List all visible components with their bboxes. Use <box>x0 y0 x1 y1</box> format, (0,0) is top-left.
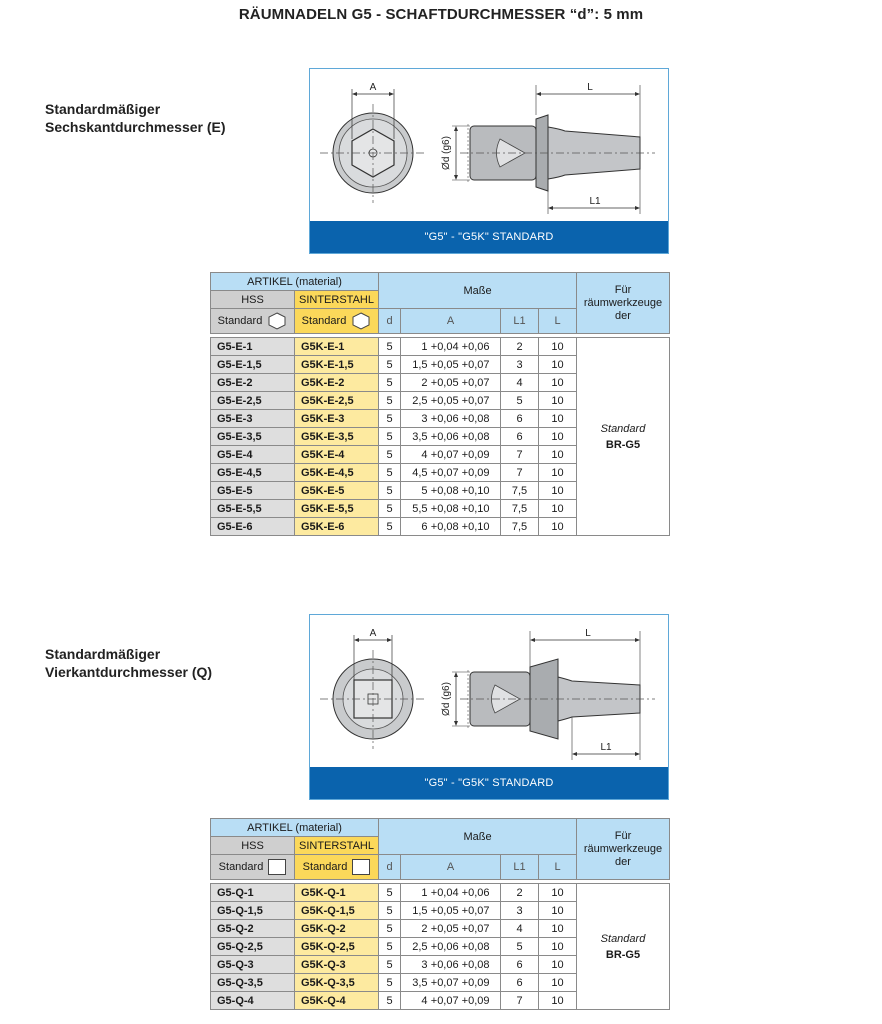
cell-l: 10 <box>539 464 577 482</box>
fur-standard-label: Standard <box>600 932 646 945</box>
cell-d: 5 <box>379 902 401 920</box>
col-a-header: A <box>401 309 501 334</box>
hss-article-code: G5-Q-2 <box>211 920 295 938</box>
a-tolerance: +0,08 +0,10 <box>430 520 490 533</box>
cell-l1: 6 <box>501 974 539 992</box>
cell-l: 10 <box>539 428 577 446</box>
cell-a <box>401 992 501 1010</box>
hss-header: HSS <box>211 837 295 855</box>
cell-a <box>401 938 501 956</box>
a-value: 2 <box>421 922 428 935</box>
cell-l1: 2 <box>501 338 539 356</box>
sinter-header: SINTERSTAHL <box>295 291 379 309</box>
fur-header: Für räumwerkzeuge der <box>577 273 670 334</box>
cell-a <box>401 500 501 518</box>
a-tolerance: +0,04 +0,06 <box>430 340 490 353</box>
hss-article-code: G5-E-4 <box>211 446 295 464</box>
cell-l: 10 <box>539 884 577 902</box>
col-d-header: d <box>379 855 401 880</box>
a-tolerance: +0,06 +0,08 <box>430 958 490 971</box>
cell-l: 10 <box>539 410 577 428</box>
fur-cell <box>577 884 670 1010</box>
dim-l1-label: L1 <box>600 742 612 753</box>
cell-a <box>401 428 501 446</box>
hss-article-code: G5-Q-3,5 <box>211 974 295 992</box>
cell-l1: 7 <box>501 464 539 482</box>
cell-a <box>401 518 501 536</box>
hss-article-code: G5-Q-3 <box>211 956 295 974</box>
hss-standard-cell <box>211 855 295 880</box>
sinter-article-code: G5K-Q-2,5 <box>295 938 379 956</box>
cell-a <box>401 410 501 428</box>
a-value: 3 <box>421 412 428 425</box>
a-value: 4,5 <box>412 466 428 479</box>
section-label-line2: Vierkantdurchmesser (Q) <box>45 664 213 680</box>
cell-l: 10 <box>539 374 577 392</box>
sinter-standard-label: Standard <box>301 315 347 327</box>
cell-d: 5 <box>379 446 401 464</box>
hss-article-code: G5-E-3 <box>211 410 295 428</box>
cell-a <box>401 902 501 920</box>
cell-a <box>401 392 501 410</box>
a-tolerance: +0,07 +0,09 <box>430 448 490 461</box>
cell-l: 10 <box>539 356 577 374</box>
col-a-header: A <box>401 855 501 880</box>
a-tolerance: +0,06 +0,08 <box>430 412 490 425</box>
cell-a <box>401 974 501 992</box>
cell-l1: 4 <box>501 374 539 392</box>
a-value: 6 <box>421 520 428 533</box>
fur-model-label: BR-G5 <box>605 438 641 451</box>
cell-d: 5 <box>379 518 401 536</box>
dim-l-label: L <box>585 628 591 639</box>
sinter-article-code: G5K-E-4 <box>295 446 379 464</box>
square-icon <box>352 859 370 875</box>
cell-l: 10 <box>539 920 577 938</box>
fur-standard-label: Standard <box>600 422 646 435</box>
masse-header: Maße <box>379 819 577 855</box>
cell-l: 10 <box>539 500 577 518</box>
cell-a <box>401 920 501 938</box>
cell-l1: 7,5 <box>501 500 539 518</box>
hss-article-code: G5-Q-1,5 <box>211 902 295 920</box>
cell-l1: 6 <box>501 428 539 446</box>
sinter-standard-cell <box>295 855 379 880</box>
a-tolerance: +0,05 +0,07 <box>430 904 490 917</box>
fur-model-label: BR-G5 <box>605 948 641 961</box>
sinter-article-code: G5K-Q-2 <box>295 920 379 938</box>
cell-l1: 6 <box>501 410 539 428</box>
cell-d: 5 <box>379 938 401 956</box>
sinter-article-code: G5K-E-2,5 <box>295 392 379 410</box>
sinter-header: SINTERSTAHL <box>295 837 379 855</box>
cell-d: 5 <box>379 410 401 428</box>
a-tolerance: +0,08 +0,10 <box>430 484 490 497</box>
section-label-line1: Standardmäßiger <box>45 101 161 117</box>
a-tolerance: +0,04 +0,06 <box>430 886 490 899</box>
hss-article-code: G5-E-1,5 <box>211 356 295 374</box>
a-tolerance: +0,06 +0,08 <box>430 430 490 443</box>
cell-d: 5 <box>379 920 401 938</box>
a-value: 3 <box>421 958 428 971</box>
sinter-article-code: G5K-Q-3 <box>295 956 379 974</box>
table-row <box>211 884 670 902</box>
a-tolerance: +0,05 +0,07 <box>430 376 490 389</box>
sinter-article-code: G5K-E-5,5 <box>295 500 379 518</box>
cell-d: 5 <box>379 992 401 1010</box>
hexagon-icon <box>351 312 371 330</box>
artikel-header: ARTIKEL (material) <box>211 273 379 291</box>
a-value: 3,5 <box>412 430 428 443</box>
sinter-article-code: G5K-Q-3,5 <box>295 974 379 992</box>
cell-l: 10 <box>539 446 577 464</box>
a-value: 1 <box>421 340 428 353</box>
a-tolerance: +0,06 +0,08 <box>430 940 490 953</box>
a-value: 4 <box>421 448 428 461</box>
a-value: 5 <box>421 484 428 497</box>
cell-l1: 3 <box>501 356 539 374</box>
a-tolerance: +0,05 +0,07 <box>430 922 490 935</box>
fur-cell <box>577 338 670 536</box>
hss-standard-label: Standard <box>217 315 263 327</box>
cell-l1: 5 <box>501 938 539 956</box>
masse-header: Maße <box>379 273 577 309</box>
a-value: 3,5 <box>412 976 428 989</box>
a-value: 1,5 <box>412 358 428 371</box>
sinter-article-code: G5K-Q-1,5 <box>295 902 379 920</box>
hss-header: HSS <box>211 291 295 309</box>
cell-d: 5 <box>379 884 401 902</box>
cell-l1: 5 <box>501 392 539 410</box>
col-l-header: L <box>539 855 577 880</box>
cell-d: 5 <box>379 338 401 356</box>
cell-l1: 3 <box>501 902 539 920</box>
hex-broach-table <box>210 272 670 536</box>
cell-l: 10 <box>539 992 577 1010</box>
square-broach-drawing <box>309 614 669 800</box>
cell-a <box>401 956 501 974</box>
cell-a <box>401 464 501 482</box>
square-icon <box>268 859 286 875</box>
page-title: RÄUMNADELN G5 - SCHAFTDURCHMESSER “d”: 5 mm <box>238 6 644 23</box>
a-value: 5,5 <box>412 502 428 515</box>
cell-l: 10 <box>539 338 577 356</box>
hex-broach-drawing <box>309 68 669 254</box>
a-tolerance: +0,07 +0,09 <box>430 466 490 479</box>
a-value: 4 <box>421 994 428 1007</box>
cell-d: 5 <box>379 428 401 446</box>
a-value: 2,5 <box>412 940 428 953</box>
hss-article-code: G5-E-3,5 <box>211 428 295 446</box>
hss-article-code: G5-E-2,5 <box>211 392 295 410</box>
dim-l-label: L <box>587 82 593 93</box>
col-l1-header: L1 <box>501 855 539 880</box>
sinter-article-code: G5K-E-3,5 <box>295 428 379 446</box>
a-tolerance: +0,05 +0,07 <box>430 394 490 407</box>
hss-article-code: G5-E-2 <box>211 374 295 392</box>
cell-l1: 7,5 <box>501 482 539 500</box>
cell-l1: 6 <box>501 956 539 974</box>
hss-article-code: G5-E-6 <box>211 518 295 536</box>
cell-l: 10 <box>539 518 577 536</box>
a-value: 1 <box>421 886 428 899</box>
dim-l1-label: L1 <box>589 196 601 207</box>
cell-a <box>401 356 501 374</box>
hss-article-code: G5-E-1 <box>211 338 295 356</box>
cell-d: 5 <box>379 974 401 992</box>
section-label-line1: Standardmäßiger <box>45 646 161 662</box>
cell-l: 10 <box>539 974 577 992</box>
cell-a <box>401 338 501 356</box>
square-broach-diagram <box>310 615 668 767</box>
hss-article-code: G5-Q-1 <box>211 884 295 902</box>
sinter-standard-label: Standard <box>302 861 348 873</box>
cell-l1: 7 <box>501 446 539 464</box>
sinter-article-code: G5K-E-3 <box>295 410 379 428</box>
cell-d: 5 <box>379 956 401 974</box>
cell-l: 10 <box>539 392 577 410</box>
hexagon-icon <box>267 312 287 330</box>
sinter-article-code: G5K-E-6 <box>295 518 379 536</box>
cell-l1: 2 <box>501 884 539 902</box>
a-value: 1,5 <box>412 904 428 917</box>
hex-broach-diagram <box>310 69 668 221</box>
hss-standard-cell <box>211 309 295 334</box>
sinter-article-code: G5K-Q-4 <box>295 992 379 1010</box>
cell-d: 5 <box>379 356 401 374</box>
sinter-article-code: G5K-Q-1 <box>295 884 379 902</box>
dim-d-label: Ød (g6) <box>441 136 452 170</box>
section-label-line2: Sechskantdurchmesser (E) <box>45 119 226 135</box>
sinter-article-code: G5K-E-2 <box>295 374 379 392</box>
cell-a <box>401 884 501 902</box>
sinter-article-code: G5K-E-5 <box>295 482 379 500</box>
cell-d: 5 <box>379 482 401 500</box>
sinter-article-code: G5K-E-4,5 <box>295 464 379 482</box>
cell-a <box>401 446 501 464</box>
dim-d-label: Ød (g6) <box>441 682 452 716</box>
table-row <box>211 338 670 356</box>
cell-d: 5 <box>379 464 401 482</box>
section-label-square <box>45 645 212 681</box>
col-l1-header: L1 <box>501 309 539 334</box>
cell-d: 5 <box>379 500 401 518</box>
hss-article-code: G5-Q-4 <box>211 992 295 1010</box>
cell-l: 10 <box>539 938 577 956</box>
dim-a-label: A <box>369 82 377 93</box>
a-value: 2 <box>421 376 428 389</box>
sinter-standard-cell <box>295 309 379 334</box>
hss-article-code: G5-E-5,5 <box>211 500 295 518</box>
hss-article-code: G5-Q-2,5 <box>211 938 295 956</box>
square-broach-table <box>210 818 670 1010</box>
a-tolerance: +0,05 +0,07 <box>430 358 490 371</box>
cell-d: 5 <box>379 374 401 392</box>
section-label-hex <box>45 100 226 136</box>
fur-header: Für räumwerkzeuge der <box>577 819 670 880</box>
cell-l1: 7 <box>501 992 539 1010</box>
col-l-header: L <box>539 309 577 334</box>
hss-article-code: G5-E-5 <box>211 482 295 500</box>
hss-article-code: G5-E-4,5 <box>211 464 295 482</box>
col-d-header: d <box>379 309 401 334</box>
artikel-header: ARTIKEL (material) <box>211 819 379 837</box>
standard-banner: "G5" - "G5K" STANDARD <box>310 221 668 253</box>
a-value: 2,5 <box>412 394 428 407</box>
sinter-article-code: G5K-E-1,5 <box>295 356 379 374</box>
cell-a <box>401 374 501 392</box>
dim-a-label: A <box>369 628 377 639</box>
cell-a <box>401 482 501 500</box>
cell-l1: 4 <box>501 920 539 938</box>
hss-standard-label: Standard <box>218 861 264 873</box>
cell-l: 10 <box>539 956 577 974</box>
a-tolerance: +0,08 +0,10 <box>430 502 490 515</box>
standard-banner: "G5" - "G5K" STANDARD <box>310 767 668 799</box>
cell-l: 10 <box>539 902 577 920</box>
a-tolerance: +0,07 +0,09 <box>430 994 490 1007</box>
sinter-article-code: G5K-E-1 <box>295 338 379 356</box>
a-tolerance: +0,07 +0,09 <box>430 976 490 989</box>
cell-d: 5 <box>379 392 401 410</box>
cell-l1: 7,5 <box>501 518 539 536</box>
cell-l: 10 <box>539 482 577 500</box>
